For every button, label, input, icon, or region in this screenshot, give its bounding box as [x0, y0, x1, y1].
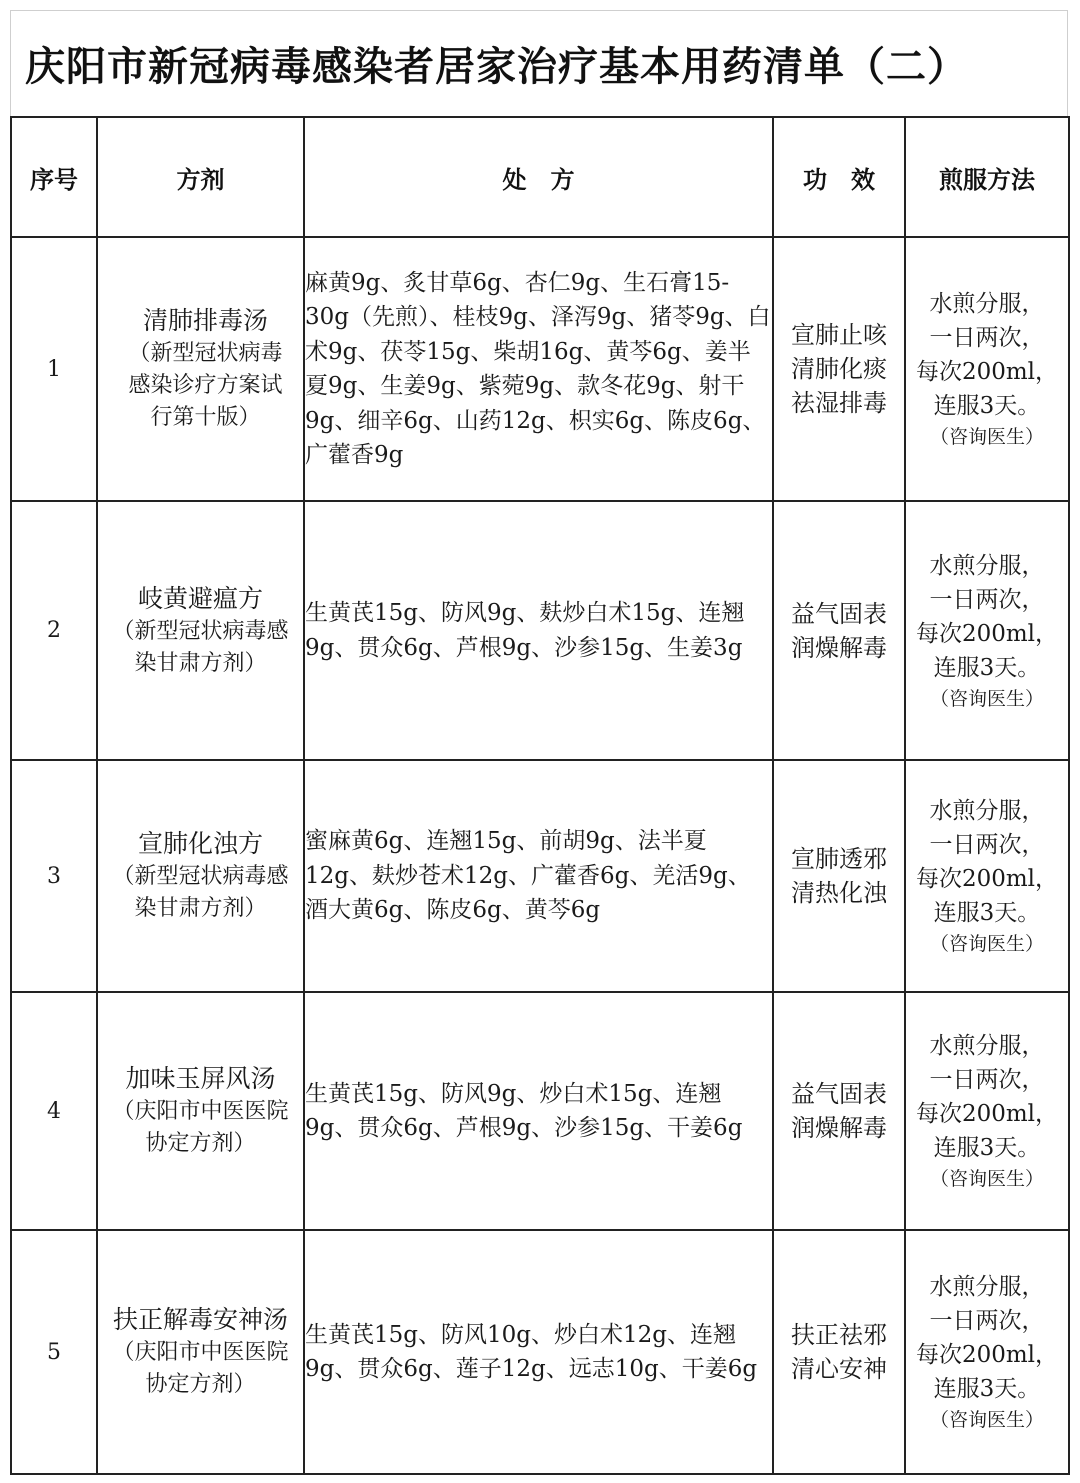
method-line: 连服3天。 [933, 654, 1041, 681]
method-cell [905, 1230, 1069, 1474]
header-effect: 功 效 [773, 117, 905, 237]
formula-source: （新型冠状病毒感染甘肃方剂） [112, 618, 289, 676]
formula-source: （庆阳市中医医院协定方剂） [112, 1099, 289, 1156]
method-line: 连服3天。 [933, 1376, 1041, 1402]
formula-name: 清肺排毒汤 [142, 306, 268, 335]
method-cell [905, 237, 1069, 501]
method-line: 一日两次， [929, 325, 1045, 351]
method-note: （咨询医生） [929, 1409, 1044, 1431]
effect-line: 扶正祛邪 [791, 1321, 887, 1349]
method-line: 水煎分服， [929, 1033, 1045, 1059]
prescription-cell: 生黄芪15g、防风10g、炒白术12g、连翘9g、贯众6g、莲子12g、远志10g、干姜6g [304, 1230, 773, 1474]
formula-source: （新型冠状病毒感染甘肃方剂） [112, 864, 289, 921]
effect-cell [773, 760, 905, 992]
medicine-table [10, 116, 1070, 1475]
table-row [11, 760, 1069, 992]
effect-line: 益气固表 [791, 1080, 887, 1108]
method-line: 一日两次， [929, 1067, 1045, 1093]
formula-cell [97, 760, 304, 992]
formula-name: 加味玉屏风汤 [125, 1064, 276, 1093]
method-cell [905, 992, 1069, 1230]
method-note: （咨询医生） [929, 687, 1044, 710]
effect-line: 宣肺止咳 [791, 321, 887, 349]
formula-name: 扶正解毒安神汤 [112, 1305, 288, 1334]
formula-cell [97, 501, 304, 760]
formula-name: 宣肺化浊方 [137, 829, 263, 858]
formula-cell [97, 992, 304, 1230]
method-line: 每次200ml， [915, 1342, 1059, 1368]
header-row [11, 117, 1069, 237]
effect-line: 祛湿排毒 [791, 389, 887, 417]
header-index: 序号 [11, 117, 97, 237]
effect-cell [773, 992, 905, 1230]
formula-cell [97, 1230, 304, 1474]
effect-line: 润燥解毒 [791, 1114, 887, 1142]
method-line: 一日两次， [929, 1308, 1045, 1334]
formula-source: （庆阳市中医医院协定方剂） [112, 1340, 289, 1397]
row-index: 4 [11, 992, 97, 1230]
row-index: 2 [11, 501, 97, 760]
method-line: 一日两次， [929, 832, 1045, 858]
table-row [11, 992, 1069, 1230]
method-note: （咨询医生） [929, 426, 1044, 448]
row-index: 3 [11, 760, 97, 992]
formula-name: 岐黄避瘟方 [137, 583, 263, 613]
header-method: 煎服方法 [905, 117, 1069, 237]
effect-line: 清热化浊 [791, 879, 887, 907]
row-index: 5 [11, 1230, 97, 1474]
table-row [11, 237, 1069, 501]
effect-line: 清肺化痰 [791, 355, 887, 383]
row-index: 1 [11, 237, 97, 501]
method-line: 每次200ml， [915, 620, 1059, 647]
effect-cell [773, 237, 905, 501]
effect-line: 宣肺透邪 [791, 845, 887, 873]
table-row [11, 501, 1069, 760]
effect-line: 益气固表 [791, 599, 887, 628]
method-line: 每次200ml， [915, 1101, 1059, 1127]
method-note: （咨询医生） [929, 1168, 1044, 1190]
header-prescription: 处 方 [304, 117, 773, 237]
method-cell [905, 760, 1069, 992]
formula-source: （新型冠状病毒感染诊疗方案试行第十版） [128, 341, 283, 430]
method-line: 水煎分服， [929, 1274, 1045, 1300]
page-title: 庆阳市新冠病毒感染者居家治疗基本用药清单（二） [10, 10, 1068, 116]
method-line: 连服3天。 [933, 1135, 1041, 1161]
prescription-cell: 蜜麻黄6g、连翘15g、前胡9g、法半夏12g、麸炒苍术12g、广藿香6g、羌活9g、酒大黄6g、陈皮6g、黄芩6g [304, 760, 773, 992]
method-note: （咨询医生） [929, 933, 1044, 955]
prescription-cell: 生黄芪15g、防风9g、炒白术15g、连翘9g、贯众6g、芦根9g、沙参15g、干姜6g [304, 992, 773, 1230]
method-line: 连服3天。 [933, 900, 1041, 926]
prescription-cell: 生黄芪15g、防风9g、麸炒白术15g、连翘9g、贯众6g、芦根9g、沙参15g、生姜3g [304, 501, 773, 760]
formula-cell [97, 237, 304, 501]
effect-line: 润燥解毒 [791, 633, 887, 662]
method-line: 每次200ml， [915, 359, 1059, 385]
effect-cell [773, 501, 905, 760]
prescription-cell: 麻黄9g、炙甘草6g、杏仁9g、生石膏15-30g（先煎）、桂枝9g、泽泻9g、猪苓9g、白术9g、茯苓15g、柴胡16g、黄芩6g、姜半夏9g、生姜9g、紫菀9g、款冬花9g、射干9g、细辛6g、山药12g、枳实6g、陈皮6g、广藿香9g [304, 237, 773, 501]
effect-line: 清心安神 [791, 1355, 887, 1383]
method-line: 一日两次， [929, 586, 1045, 613]
method-line: 水煎分服， [929, 291, 1045, 317]
method-line: 连服3天。 [933, 393, 1041, 419]
effect-cell [773, 1230, 905, 1474]
method-line: 每次200ml， [915, 866, 1059, 892]
header-formula: 方剂 [97, 117, 304, 237]
method-cell [905, 501, 1069, 760]
method-line: 水煎分服， [929, 798, 1045, 824]
method-line: 水煎分服， [929, 552, 1045, 579]
table-row [11, 1230, 1069, 1474]
